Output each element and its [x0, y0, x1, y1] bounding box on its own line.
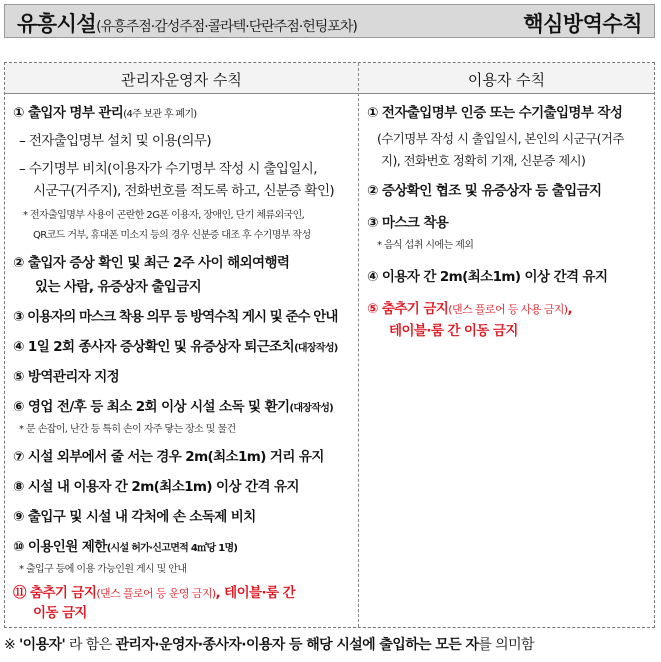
rule-detail: (4주 보관 후 폐기)	[123, 109, 197, 120]
title-subtitle: (유흥주점·감성주점·콜라텍·단란주점·헌팅포차)	[96, 19, 357, 35]
rule-title: ⑩ 이용인원 제한	[13, 539, 107, 555]
manager-rule-1b-line1: – 수기명부 비치(이용자가 수기명부 작성 시 출입일시,	[19, 161, 317, 177]
title-right: 핵심방역수칙	[523, 12, 642, 36]
user-rule-1-detail-line1: (수기명부 작성 시 출입일시, 본인의 시군구(거주	[377, 131, 624, 146]
rule-title-continued: , 테이블·룸 간	[215, 585, 296, 601]
manager-rule-6-note: * 문 손잡이, 난간 등 특히 손이 자주 닿는 장소 및 물건	[19, 424, 236, 435]
manager-rule-9: ⑨ 출입구 및 시설 내 각처에 손 소독제 비치	[13, 509, 256, 525]
column-header-user: 이용자 수칙	[467, 71, 546, 89]
page-title	[17, 8, 357, 38]
manager-rule-11-line2: 이동 금지	[33, 605, 87, 621]
manager-rule-1a: – 전자출입명부 설치 및 이용(의무)	[19, 133, 211, 149]
manager-rule-10-note: * 출입구 등에 이용 가능인원 게시 및 안내	[19, 564, 187, 575]
manager-rule-5: ⑤ 방역관리자 지정	[13, 369, 120, 385]
rule-title: 출입자 명부 관리	[27, 105, 124, 121]
manager-rule-1b-line2: 시군구(거주지), 전화번호를 적도록 하고, 신분증 확인)	[33, 183, 335, 199]
footer-term: '이용자'	[19, 637, 66, 653]
footer-definition: 관리자·운영자·종사자·이용자 등 해당 시설에 출입하는 모든 자	[115, 637, 479, 653]
footer-text: 라 함은	[65, 637, 116, 653]
note-mark: ※	[4, 637, 16, 653]
rule-number: ①	[13, 105, 24, 121]
user-rule-3: ③ 마스크 착용	[367, 215, 449, 231]
rule-detail: (댄스 플로어 등 운영 금지)	[96, 587, 216, 600]
user-rule-1: ① 전자출입명부 인증 또는 수기출입명부 작성	[367, 105, 623, 121]
rule-title: ⑥ 영업 전/후 등 최소 2회 이상 시설 소독 및 환기	[13, 399, 290, 415]
manager-rule-6	[13, 397, 333, 419]
manager-rule-4	[13, 337, 338, 359]
rule-title: ④ 1일 2회 종사자 증상확인 및 유증상자 퇴근조치	[13, 339, 295, 355]
user-rule-5-line2: 테이블·룸 간 이동 금지	[389, 323, 518, 339]
rule-title: ⑤ 춤추기 금지	[367, 301, 449, 317]
manager-rule-1	[13, 103, 197, 125]
rule-detail: (댄스 플로어 등 사용 금지)	[448, 303, 568, 316]
rule-title: ⑪ 춤추기 금지	[13, 585, 97, 601]
manager-rule-1-note-line2: QR코드 거부, 휴대폰 미소지 등의 경우 신분증 대조 후 수기명부 작성	[33, 230, 311, 241]
manager-rule-2-line1: ② 출입자 증상 확인 및 최근 2주 사이 해외여행력	[13, 255, 290, 271]
user-rule-3-note: * 음식 섭취 시에는 제외	[377, 240, 474, 251]
user-rule-4: ④ 이용자 간 2m(최소1m) 이상 간격 유지	[367, 269, 608, 285]
rule-detail: (대장작성)	[289, 403, 334, 414]
manager-rule-11-line1	[13, 583, 295, 604]
column-divider	[358, 63, 359, 627]
manager-rule-10	[13, 537, 237, 559]
rule-title-continued: ,	[567, 301, 573, 317]
rule-detail: (시설 허가·신고면적 4㎡당 1명)	[106, 543, 238, 554]
title-main: 유흥시설	[17, 12, 97, 36]
table-header	[5, 63, 654, 94]
user-rule-5-line1	[367, 299, 572, 320]
title-bar	[4, 4, 655, 38]
manager-rule-1-note-line1: * 전자출입명부 사용이 곤란한 2G폰 이용자, 장애인, 단기 체류외국인,	[23, 210, 305, 221]
manager-rule-7: ⑦ 시설 외부에서 줄 서는 경우 2m(최소1m) 거리 유지	[13, 449, 324, 465]
footer-text-end: 를 의미함	[478, 637, 534, 653]
manager-rule-3: ③ 이용자의 마스크 착용 의무 등 방역수칙 게시 및 준수 안내	[13, 309, 338, 325]
user-rule-2: ② 증상확인 협조 및 유증상자 등 출입금지	[367, 183, 602, 199]
user-rule-1-detail-line2: 지), 전화번호 정확히 기재, 신분증 제시)	[381, 153, 586, 168]
column-header-manager: 관리자운영자 수칙	[121, 71, 242, 89]
footer-note	[4, 634, 534, 654]
manager-rule-2-line2: 있는 사람, 유증상자 출입금지	[35, 279, 202, 295]
rules-table	[4, 62, 655, 628]
rule-detail: (대장작성)	[294, 343, 338, 354]
manager-rule-8: ⑧ 시설 내 이용자 간 2m(최소1m) 이상 간격 유지	[13, 479, 299, 495]
